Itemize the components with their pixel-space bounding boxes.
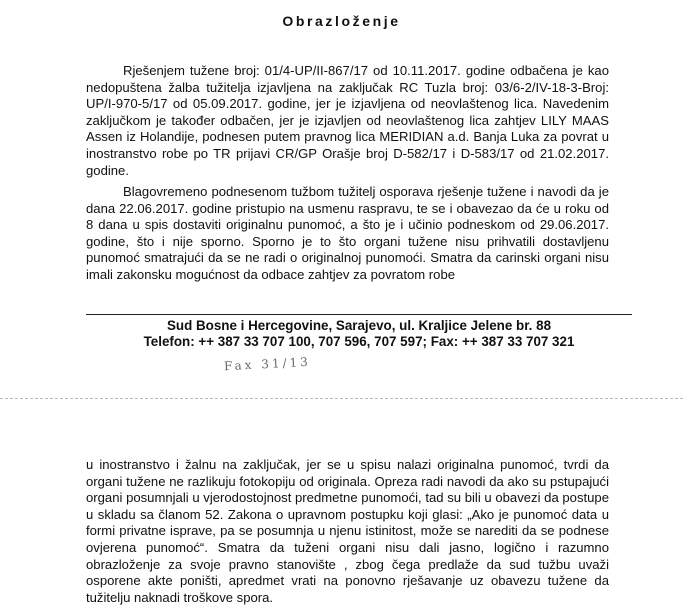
handwritten-fax-note: Fax 31/13 xyxy=(223,354,312,374)
court-contact: Telefon: ++ 387 33 707 100, 707 596, 707 597; Fax: ++ 387 33 707 321 xyxy=(143,334,575,349)
document-title: Obrazloženje xyxy=(282,13,401,29)
page-break xyxy=(0,398,683,399)
court-address: Sud Bosne i Hercegovine, Sarajevo, ul. Kraljice Jelene br. 88 xyxy=(166,318,552,333)
court-footer xyxy=(86,318,632,350)
paragraph-lawsuit: Blagovremeno podnesenom tužbom tužitelj osporava rješenje tužene i navodi da je dana 22.06.2017. godine pristupio na usmenu raspravu, te se i obavezao da će u roku od 8 dana u spis dostaviti originalnu punomoć, a što je i učinio podneskom od 29.06.2017. godine, što i nije sporno. Sporno je to što organi tužene nisu prihvatili dostavljenu punomoć smatrajući da se ne radi o originalnoj punomoći. Smatra da carinski organi nisu imali zakonsku mogućnost da odbace zahtjev za povratom robe xyxy=(86,184,609,282)
paragraph-continuation: u inostranstvo i žalnu na zaključak, jer se u spisu nalazi originalna punomoć, tvrdi da organi tužene ne razlikuju fotokopiju od originala. Opreza radi navodi da ako su pstupajući organi posumnjali u vjerodostojnost predmetne punomoći, tad su bili u obavezi da postupe u skladu sa članom 52. Zakona o upravnom postupku koji glasi: „Ako je punomoć data u formi privatne isprave, pa se posumnja u njenu istinitost, može se narediti da se podnese ovjerena punomoć“. Smatra da tuženi organi nisu dali jasno, logično i razumno obrazloženje za svoje pravno stanovište , zbog čega predlaže da sud tužbu uvaži osporene akte poništi, apredmet vrati na ponovno rješavanje uz obavezu tužene da tužitelju naknadi troškove spora. xyxy=(86,457,609,605)
paragraph-ruling: Rješenjem tužene broj: 01/4-UP/II-867/17 od 10.11.2017. godine odbačena je kao nedopuštena žalba tužitelja izjavljena na zaključak RC Tuzla broj: 03/6-2/IV-18-3-Broj: UP/I-970-5/17 od 05.09.2017. godine, jer je izjavljena od neovlaštenog lica. Navedenim zaključkom je također odbačen, jer je izjavljen od neovlaštenog lica zahtjev LILY MAAS Assen iz Holandije, podnesen putem pravnog lica MERIDIAN a.d. Banja Luka za povrat u inostranstvo robe po TR prijavi CR/GP Orašje broj D-582/17 i D-583/17 od 21.02.2017. godine. xyxy=(86,63,609,178)
footer-divider xyxy=(86,314,632,315)
